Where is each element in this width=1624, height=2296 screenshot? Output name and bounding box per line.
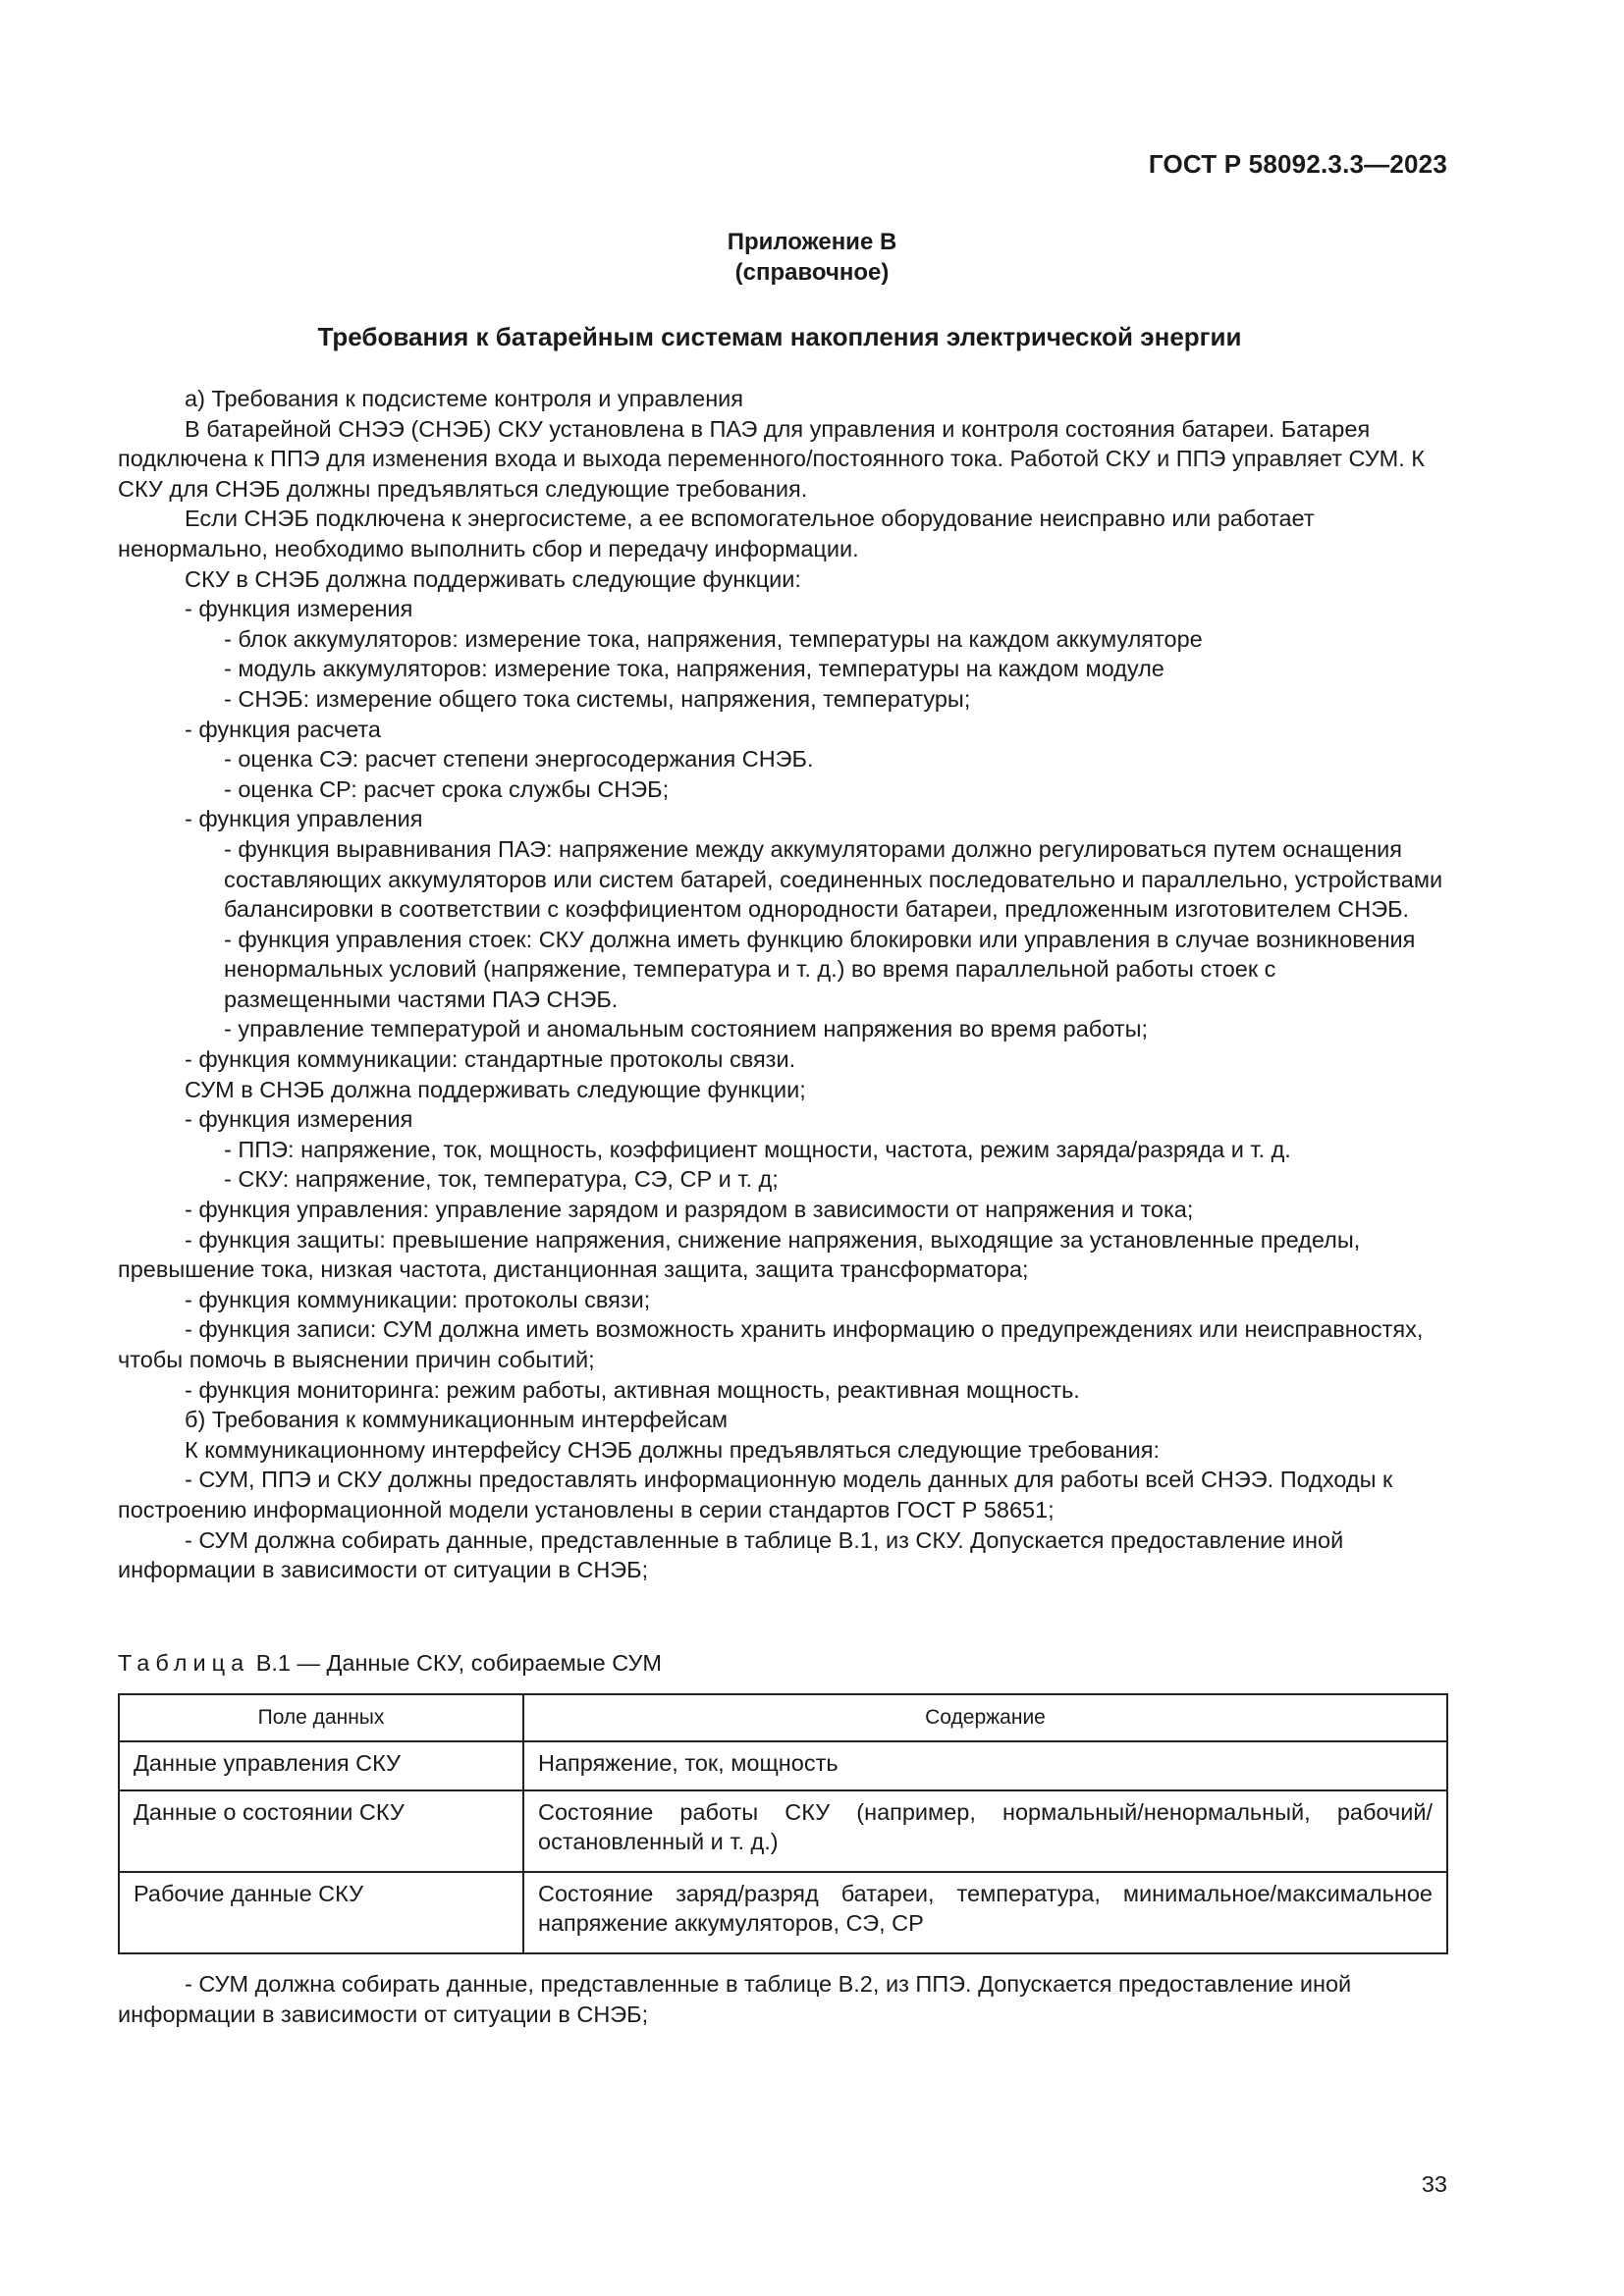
paragraph: СУМ в СНЭБ должна поддерживать следующие функции; (185, 1076, 806, 1102)
standard-designation: ГОСТ Р 58092.3.3—2023 (1148, 149, 1447, 179)
paragraph: В батарейной СНЭЭ (СНЭБ) СКУ установлена в ПАЭ для управления и контроля состояния батареи. Батарея подключена к ППЭ для изменения входа и выхода переменного/постоянного тока. Работой СКУ и ППЭ управляет СУМ. К СКУ для СНЭБ должны предъявляться следующие требования. (118, 415, 1425, 502)
list-subitem: - управление температурой и аномальным состоянием напряжения во время работы; (224, 1016, 1148, 1042)
list-subitem: - функция выравнивания ПАЭ: напряжение между аккумуляторами должно регулироваться путем оснащения составляющих аккумуляторов или систем батарей, соединенных последовательно и параллельно, устройствами балансировки в соответствии с коэффициентом однородности батареи, предложенным изготовителем СНЭБ. (224, 835, 1443, 923)
list-item: - функция управления (185, 806, 423, 832)
list-item: - СУМ, ППЭ и СКУ должны предоставлять информационную модель данных для работы всей СНЭЭ. Подходы к построению информационной модели установлены в серии стандартов ГОСТ Р 58651; (118, 1467, 1393, 1522)
column-header-field: Поле данных (119, 1694, 523, 1741)
list-item: - функция управления: управление зарядом и разрядом в зависимости от напряжения и тока; (185, 1197, 1194, 1223)
table-row (119, 1790, 1447, 1872)
list-subitem: - функция управления стоек: СКУ должна иметь функцию блокировки или управления в случае возникновения ненормальных условий (напряжение, температура и т. д.) во время параллельной работы стоек с размещенными частями ПАЭ СНЭБ. (224, 926, 1416, 1012)
column-header-content: Содержание (523, 1694, 1447, 1741)
list-item: - функция коммуникации: стандартные протоколы связи. (185, 1046, 796, 1073)
paragraph: К коммуникационному интерфейсу СНЭБ должны предъявляться следующие требования: (185, 1436, 1161, 1463)
table-row (119, 1741, 1447, 1790)
table-cell: Данные о состоянии СКУ (119, 1790, 523, 1872)
list-item: - функция коммуникации: протоколы связи; (185, 1286, 651, 1312)
list-item: - СУМ должна собирать данные, представленные в таблице В.1, из СКУ. Допускается предоставление иной информации в зависимости от ситуации в СНЭБ; (118, 1526, 1344, 1583)
table-cell: Состояние работы СКУ (например, нормальный/ненормальный, рабочий/остановленный и т. д.) (523, 1790, 1447, 1872)
after-table-text (118, 1969, 1447, 2029)
annex-label: Приложение В (727, 229, 897, 255)
list-item: - функция измерения (185, 1106, 413, 1133)
table-cell: Рабочие данные СКУ (119, 1872, 523, 1953)
annex-title: Требования к батарейным системам накопления электрической энергии (317, 322, 1242, 351)
list-subitem: - блок аккумуляторов: измерение тока, напряжения, температуры на каждом аккумуляторе (224, 625, 1203, 652)
section-heading-a: а) Требования к подсистеме контроля и управления (185, 386, 744, 411)
list-subitem: - СКУ: напряжение, ток, температура, СЭ, СР и т. д; (224, 1166, 779, 1193)
section-heading-b: б) Требования к коммуникационным интерфейсам (185, 1407, 729, 1433)
data-table (118, 1693, 1448, 1954)
annex-body (118, 384, 1447, 1585)
list-item: - СУМ должна собирать данные, представленные в таблице В.2, из ППЭ. Допускается предоставление иной информации в зависимости от ситуации в СНЭБ; (118, 1971, 1352, 2027)
annex-status: (справочное) (734, 259, 890, 286)
table-header-row (119, 1694, 1447, 1741)
table-row (119, 1872, 1447, 1953)
table-caption-word: Таблица (118, 1650, 250, 1676)
list-item: - функция защиты: превышение напряжения, снижение напряжения, выходящие за установленные пределы, превышение тока, низкая частота, дистанционная защита, защита трансформатора; (118, 1226, 1361, 1283)
list-item: - функция записи: СУМ должна иметь возможность хранить информацию о предупреждениях или неисправностях, чтобы помочь в выяснении причин событий; (118, 1316, 1424, 1372)
table-cell: Напряжение, ток, мощность (523, 1741, 1447, 1790)
list-subitem: - оценка СЭ: расчет степени энергосодержания СНЭБ. (224, 746, 814, 773)
list-item: - функция измерения (185, 596, 413, 622)
page-number: 33 (1421, 2171, 1447, 2197)
table-cell: Данные управления СКУ (119, 1741, 523, 1790)
list-subitem: - СНЭБ: измерение общего тока системы, напряжения, температуры; (224, 685, 971, 712)
table-cell: Состояние заряд/разряд батареи, температура, минимальное/максимальное напряжение аккумуляторов, СЭ, СР (523, 1872, 1447, 1953)
paragraph: Если СНЭБ подключена к энергосистеме, а ее вспомогательное оборудование неисправно или работает ненормально, необходимо выполнить сбор и передачу информации. (118, 506, 1315, 561)
list-item: - функция мониторинга: режим работы, активная мощность, реактивная мощность. (185, 1376, 1080, 1403)
list-subitem: - модуль аккумуляторов: измерение тока, напряжения, температуры на каждом модуле (224, 656, 1164, 682)
table-caption-text: В.1 — Данные СКУ, собираемые СУМ (255, 1650, 662, 1676)
list-item: - функция расчета (185, 716, 382, 742)
table-caption (118, 1650, 662, 1677)
list-subitem: - ППЭ: напряжение, ток, мощность, коэффициент мощности, частота, режим заряда/разряда и т. д. (224, 1136, 1291, 1162)
paragraph: СКУ в СНЭБ должна поддерживать следующие функции: (185, 565, 801, 592)
list-subitem: - оценка СР: расчет срока службы СНЭБ; (224, 775, 670, 802)
